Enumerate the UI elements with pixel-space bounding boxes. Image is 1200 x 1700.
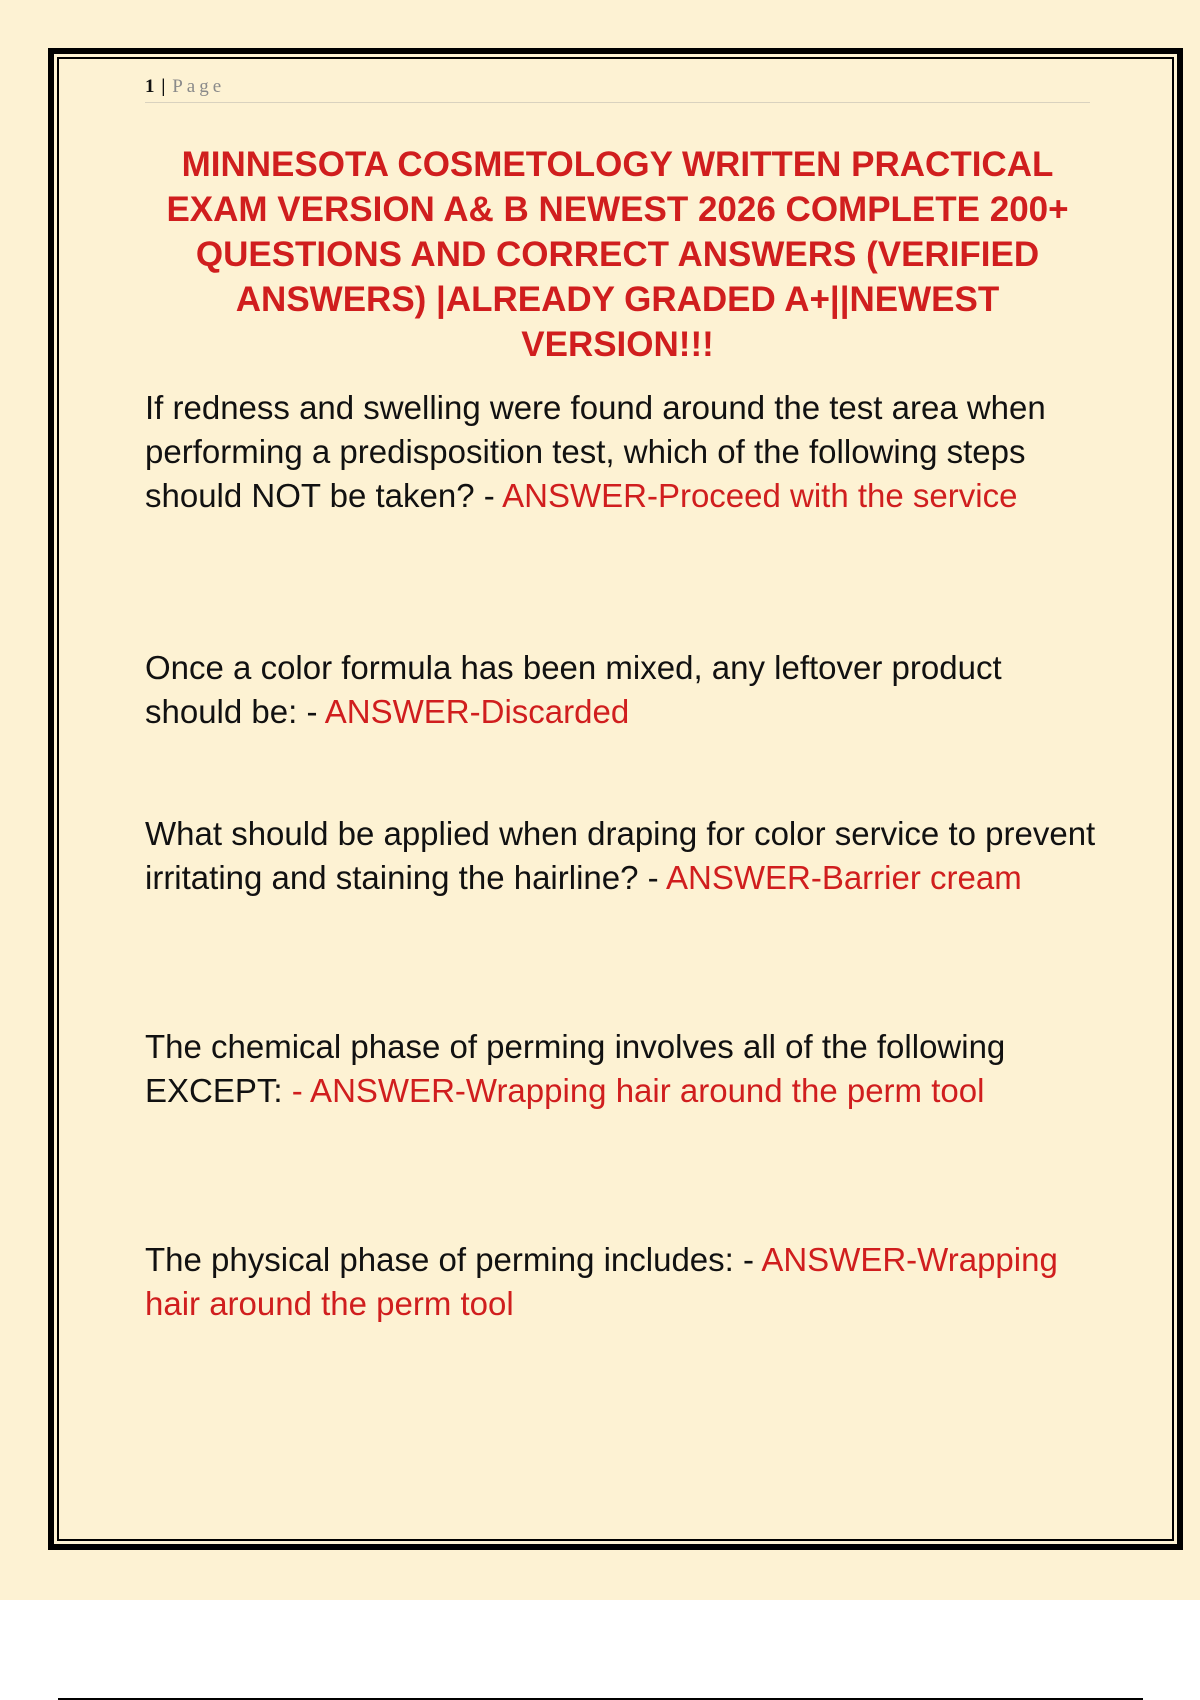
answer-text: ANSWER-Proceed with the service: [502, 477, 1018, 514]
question-text: If redness and swelling were found around the test area when performing a predisposition test, which of the following steps should NOT be taken? -: [145, 389, 1046, 514]
qa-item: [145, 812, 1100, 900]
answer-text: - ANSWER-Wrapping hair around the perm tool: [291, 1072, 985, 1109]
qa-item: [145, 1238, 1100, 1326]
page-number: 1: [145, 76, 155, 97]
question-text: The physical phase of perming includes: -: [145, 1241, 762, 1278]
page-header: [145, 74, 1090, 103]
question-text: Once a color formula has been mixed, any leftover product should be: -: [145, 649, 1002, 730]
answer-text: ANSWER-Wrapping hair around the perm tool: [145, 1241, 1058, 1322]
page-label: Page: [172, 76, 226, 97]
page-separator: |: [161, 76, 166, 97]
document-title: MINNESOTA COSMETOLOGY WRITTEN PRACTICAL EXAM VERSION A& B NEWEST 2026 COMPLETE 200+ QUESTIONS AND CORRECT ANSWERS (VERIFIED ANSWERS) |ALREADY GRADED A+||NEWEST VERSION!!!: [166, 145, 1069, 364]
qa-item: [145, 386, 1100, 518]
answer-text: ANSWER-Discarded: [324, 693, 630, 730]
answer-text: ANSWER-Barrier cream: [665, 859, 1022, 896]
question-text: The chemical phase of perming involves all of the following EXCEPT:: [145, 1028, 1006, 1109]
qa-item: [145, 1025, 1100, 1113]
question-text: What should be applied when draping for color service to prevent irritating and staining the hairline? -: [145, 815, 1096, 896]
qa-item: [145, 646, 1100, 734]
